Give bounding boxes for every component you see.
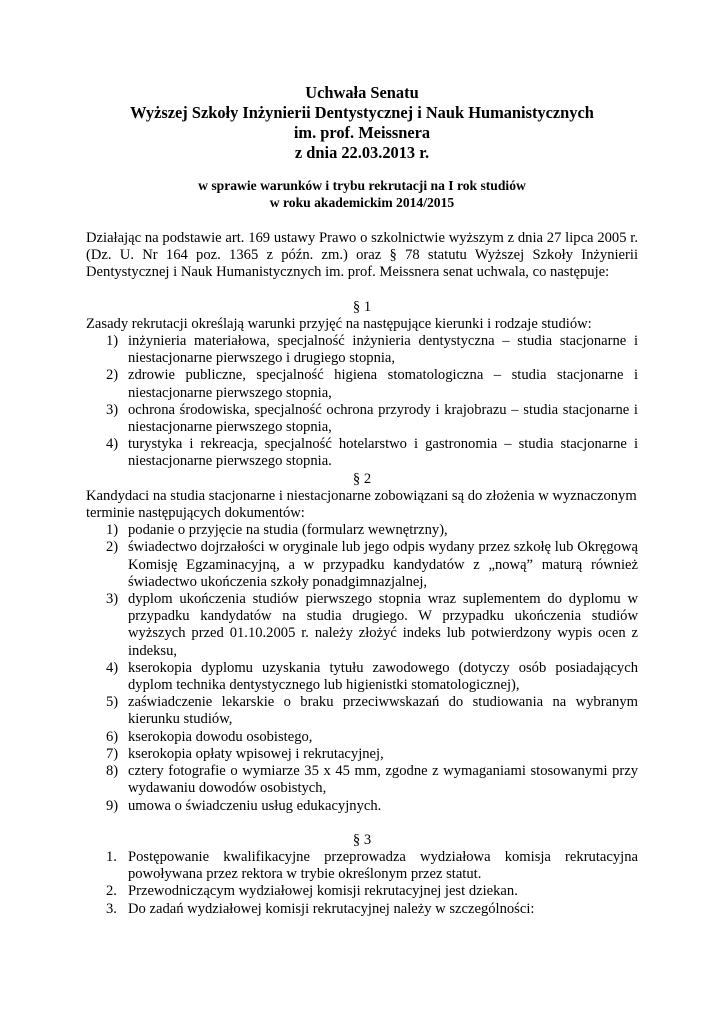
item-number: 1.: [106, 848, 117, 865]
section-1-list: [86, 333, 638, 471]
section-2-list: [86, 522, 638, 814]
item-number: 8): [106, 763, 119, 780]
title-line: Uchwała Senatu: [305, 83, 419, 102]
item-number: 5): [106, 694, 119, 711]
section-2-lead: Kandydaci na studia stacjonarne i niestacjonarne zobowiązani są do złożenia w wyznaczonym terminie następujących dokumentów:: [86, 487, 637, 522]
intro-paragraph: Działając na podstawie art. 169 ustawy Prawo o szkolnictwie wyższym z dnia 27 lipca 2005 r. (Dz. U. Nr 164 poz. 1365 z późn. zm.) oraz § 78 statutu Wyższej Szkoły Inżynierii Dentystycznej i Nauk Humanistycznych im. prof. Meissnera senat uchwala, co następuje:: [86, 230, 638, 281]
item-text: Postępowanie kwalifikacyjne przeprowadza wydziałowa komisja rekrutacyjna powoływana przez rektora w trybie określonym przez statut.: [128, 848, 638, 883]
list-item: [86, 591, 638, 660]
list-item: [86, 763, 638, 797]
list-item: [86, 333, 638, 367]
document-title: [86, 83, 638, 163]
section-3-heading: § 3: [352, 831, 372, 848]
item-number: 9): [106, 797, 119, 814]
list-item: [86, 367, 638, 401]
title-line: Wyższej Szkoły Inżynierii Dentystycznej i Nauk Humanistycznych: [130, 103, 594, 122]
document-page: [86, 83, 638, 918]
title-line: z dnia 22.03.2013 r.: [294, 143, 430, 162]
list-item: [86, 901, 638, 918]
list-item: [86, 539, 638, 591]
list-item: [86, 798, 638, 815]
item-number: 6): [106, 728, 119, 745]
item-text: Do zadań wydziałowej komisji rekrutacyjnej należy w szczególności:: [128, 900, 535, 917]
list-item: [86, 522, 638, 539]
list-item: [86, 729, 638, 746]
item-text: podanie o przyjęcie na studia (formularz wewnętrzny),: [128, 522, 448, 539]
item-text: Przewodniczącym wydziałowej komisji rekrutacyjnej jest dziekan.: [128, 883, 518, 900]
section-1-heading: § 1: [352, 298, 372, 315]
item-number: 4): [106, 659, 119, 676]
item-text: cztery fotografie o wymiarze 35 x 45 mm, zgodne z wymaganiami stosowanymi przy wydawaniu dowodów osobistych,: [128, 763, 638, 797]
section-2-heading: § 2: [352, 470, 372, 487]
item-number: 3): [106, 401, 119, 418]
item-number: 3): [106, 591, 119, 608]
list-item: [86, 694, 638, 728]
subject-line: w sprawie warunków i trybu rekrutacji na I rok studiów: [198, 178, 526, 193]
list-item: [86, 436, 638, 470]
item-text: zaświadczenie lekarskie o braku przeciwwskazań do studiowania na wybranym kierunku studiów,: [128, 694, 638, 728]
item-text: dyplom ukończenia studiów pierwszego stopnia wraz suplementem do dyplomu w przypadku kandydatów na studia drugiego. W przypadku ukończenia studiów wyższych przed 01.10.2005 r. należy złożyć indeks lub potwierdzony wypis ocen z indeksu,: [128, 591, 638, 659]
item-number: 2.: [106, 883, 117, 900]
item-text: inżynieria materiałowa, specjalność inżynieria dentystyczna – studia stacjonarne i niestacjonarne pierwszego i drugiego stopnia,: [128, 333, 638, 367]
item-text: umowa o świadczeniu usług edukacyjnych.: [128, 797, 382, 814]
item-number: 3.: [106, 900, 117, 917]
subject-line: w roku akademickim 2014/2015: [269, 194, 455, 210]
document-subject: [86, 178, 638, 211]
item-number: 1): [106, 522, 119, 539]
item-text: turystyka i rekreacja, specjalność hotelarstwo i gastronomia – studia stacjonarne i niestacjonarne pierwszego stopnia.: [128, 436, 638, 470]
item-number: 2): [106, 367, 119, 384]
list-item: [86, 849, 638, 883]
list-item: [86, 660, 638, 694]
item-text: kserokopia opłaty wpisowej i rekrutacyjnej,: [128, 745, 384, 762]
item-number: 4): [106, 436, 119, 453]
item-number: 2): [106, 539, 119, 556]
item-text: ochrona środowiska, specjalność ochrona przyrody i krajobrazu – studia stacjonarne i niestacjonarne pierwszego stopnia,: [128, 401, 638, 436]
list-item: [86, 883, 638, 900]
list-item: [86, 402, 638, 436]
item-text: kserokopia dyplomu uzyskania tytułu zawodowego (dotyczy osób posiadających dyplom technika dentystycznego lub higienistki stomatologicznej),: [128, 659, 638, 694]
section-1-lead: Zasady rekrutacji określają warunki przyjęć na następujące kierunki i rodzaje studiów:: [86, 315, 592, 332]
item-text: kserokopia dowodu osobistego,: [128, 728, 313, 745]
item-number: 1): [106, 333, 119, 350]
item-text: zdrowie publiczne, specjalność higiena stomatologiczna – studia stacjonarne i niestacjonarne pierwszego stopnia,: [128, 367, 638, 401]
list-item: [86, 746, 638, 763]
title-line: im. prof. Meissnera: [293, 123, 431, 142]
item-number: 7): [106, 745, 119, 762]
section-3-list: [86, 849, 638, 918]
item-text: świadectwo dojrzałości w oryginale lub jego odpis wydany przez szkołę lub Okręgową Komisję Egzaminacyjną, a w przypadku kandydatów z „nową” maturą również świadectwo ukończenia szkoły ponadgimnazjalnej,: [128, 539, 638, 590]
